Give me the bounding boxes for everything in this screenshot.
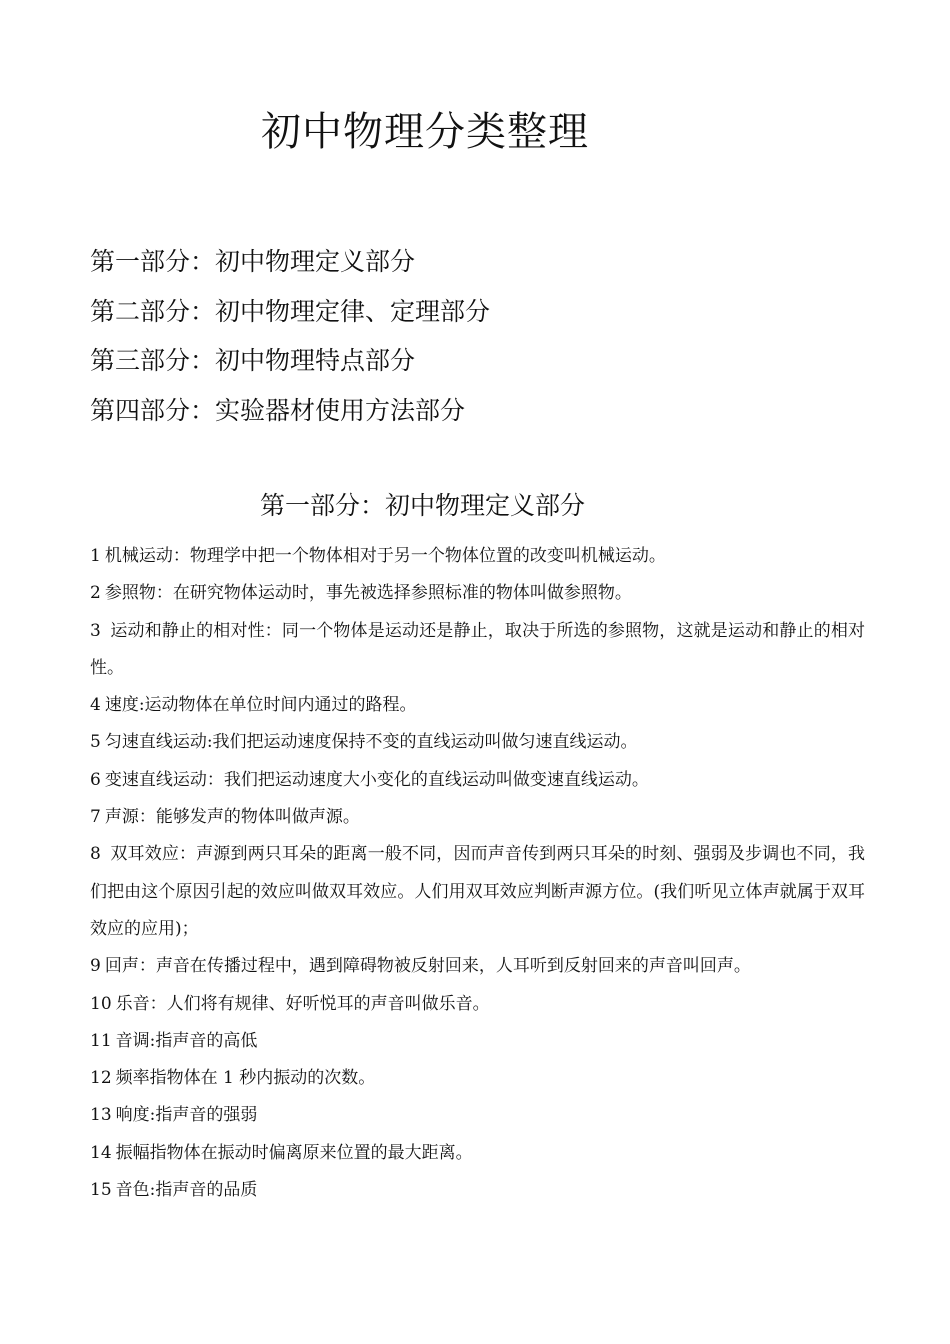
definition-text: 运动和静止的相对性：同一个物体是运动还是静止，取决于所选的参照物，这就是运动和静止的相对性。 <box>90 620 865 678</box>
definition-item <box>90 1060 865 1097</box>
definition-number: 2 <box>90 583 101 604</box>
definition-text: 机械运动：物理学中把一个物体相对于另一个物体位置的改变叫机械运动。 <box>104 546 666 566</box>
definition-item <box>90 1023 865 1060</box>
definition-text: 音调:指声音的高低 <box>115 1030 258 1051</box>
definition-number: 5 <box>90 732 101 753</box>
definition-number: 7 <box>90 807 101 828</box>
definition-number: 4 <box>90 695 101 716</box>
definition-item <box>90 948 865 985</box>
definition-item <box>90 986 865 1023</box>
table-of-contents <box>90 237 870 435</box>
definition-text: 音色:指声音的品质 <box>115 1180 258 1201</box>
section-heading: 第一部分：初中物理定义部分 <box>259 491 585 520</box>
definition-text: 响度:指声音的强弱 <box>115 1105 258 1126</box>
document-title: 初中物理分类整理 <box>261 109 589 155</box>
definition-number: 10 <box>90 993 112 1014</box>
definition-number: 1 <box>90 546 101 566</box>
toc-item: 第三部分：初中物理特点部分 <box>90 346 416 375</box>
definition-item <box>90 762 865 799</box>
definition-number: 6 <box>90 769 101 790</box>
definition-item <box>90 1097 865 1134</box>
definition-item <box>90 538 865 575</box>
definition-number: 15 <box>90 1180 112 1201</box>
definition-number: 11 <box>90 1030 112 1051</box>
definition-text: 频率指物体在 1 秒内振动的次数。 <box>115 1068 376 1089</box>
definition-number: 9 <box>90 956 101 977</box>
definition-item <box>90 1135 865 1172</box>
toc-item: 第四部分：实验器材使用方法部分 <box>90 395 466 425</box>
definition-number: 13 <box>90 1105 112 1126</box>
definition-text: 变速直线运动：我们把运动速度大小变化的直线运动叫做变速直线运动。 <box>104 769 649 790</box>
definition-item <box>90 613 865 688</box>
toc-item: 第二部分：初中物理定律、定理部分 <box>90 296 491 326</box>
definition-text: 回声：声音在传播过程中，遇到障碍物被反射回来，人耳听到反射回来的声音叫回声。 <box>104 956 751 977</box>
definition-text: 双耳效应：声源到两只耳朵的距离一般不同，因而声音传到两只耳朵的时刻、强弱及步调也不同，我们把由这个原因引起的效应叫做双耳效应。人们用双耳效应判断声源方位。(我们听见立体声就属于双耳效应的应用)； <box>90 844 865 939</box>
definition-item <box>90 799 865 836</box>
definition-text: 声源：能够发声的物体叫做声源。 <box>104 807 360 828</box>
definition-text: 振幅指物体在振动时偏离原来位置的最大距离。 <box>115 1142 473 1163</box>
definition-item <box>90 687 865 724</box>
definition-item <box>90 836 865 948</box>
definition-number: 14 <box>90 1142 112 1163</box>
definition-item <box>90 575 865 612</box>
definition-number: 12 <box>90 1068 112 1089</box>
definition-number: 3 <box>90 620 101 641</box>
toc-item: 第一部分：初中物理定义部分 <box>90 247 416 276</box>
definition-list <box>90 538 865 1209</box>
definition-text: 速度:运动物体在单位时间内通过的路程。 <box>104 695 417 716</box>
definition-number: 8 <box>90 844 101 865</box>
definition-item <box>90 1172 865 1209</box>
definition-text: 乐音：人们将有规律、好听悦耳的声音叫做乐音。 <box>115 993 490 1014</box>
definition-text: 参照物：在研究物体运动时，事先被选择参照标准的物体叫做参照物。 <box>104 583 632 604</box>
definition-text: 匀速直线运动:我们把运动速度保持不变的直线运动叫做匀速直线运动。 <box>104 732 638 753</box>
definition-item <box>90 724 865 761</box>
